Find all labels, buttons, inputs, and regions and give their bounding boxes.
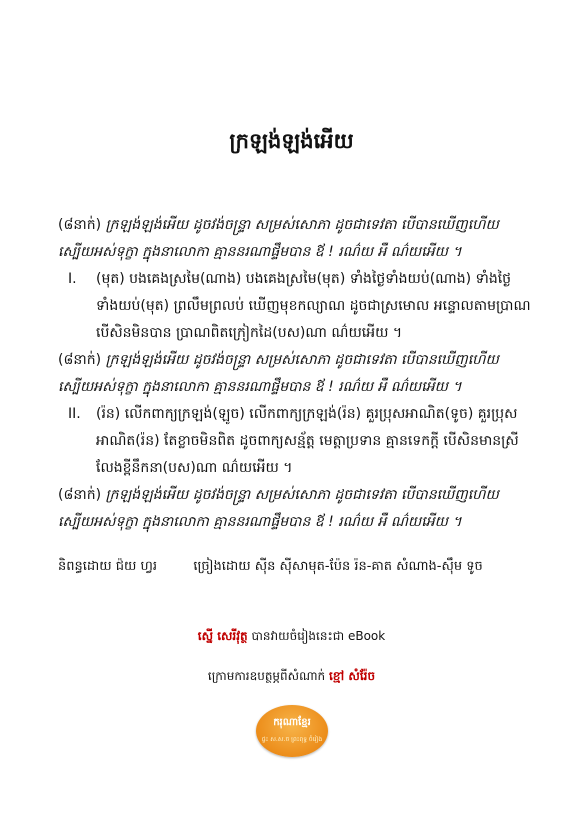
typist-name: ស្នើ សេរីវុត្ថ [197, 629, 248, 643]
chorus-text: ក្រឡង់ឡង់អើយ ដូចវង់ចន្ទ្រា សម្រស់សោភា ដូចជាទេវតា បើបានឃើញហើយ ស្បើយអស់ទុក្ខា ក្នុងនាលោកា គ្មាននរណាផ្ទឹមបាន ឪ ! រណ៌យ អឺ ណ៌យអើយ ។ [58, 487, 499, 530]
author-name: ជ៉យ ហ្វរ [115, 559, 158, 574]
verse-number: I. [68, 271, 77, 287]
song-title: ក្រឡង់ឡង់អើយ [229, 129, 354, 153]
singers-label: ច្រៀងដោយ [193, 559, 251, 574]
song-credits [58, 558, 538, 577]
verse-number: II. [68, 406, 81, 422]
chorus-lead: (៨នាក់) [58, 217, 102, 233]
logo-title: ករុណាខ្មែរ [273, 717, 311, 728]
chorus-lead: (៨នាក់) [58, 352, 102, 368]
sponsor-text: ក្រោមការឧបត្ថម្ភពីសំណាក់ [207, 669, 326, 683]
singers-names: ស៊ីន ស៊ីសាមុត-ប៉ែន រ៉ន-គាត សំណាង-ស៊ឹម ទូច [254, 559, 483, 574]
ebook-format: eBook [347, 629, 386, 643]
verse-text: (មុត) បងគេងស្រមៃ(ណាង) បងគេងស្រមៃ(មុត) ទាំងថ្ងៃទាំងយប់(ណាង) ទាំងថ្ងៃទាំងយប់(មុត) ព្រលឹមព្រលប់ ឃើញមុខកល្យាណ ដូចជាស្រមោល អន្ទោលតាមប្រាណ បើសិនមិនបាន ប្រាណពិតក្រៀកដៃ(បស)ណា ណ៌យអើយ ។ [96, 271, 531, 341]
chorus-block-1 [58, 212, 538, 266]
sponsor-note [0, 668, 583, 686]
logo-subtitle: ផ្ទះ ស.ស.ច ព្រះពុទ្ធ ចំរៀង [261, 736, 323, 743]
karuna-khmer-logo [256, 705, 328, 757]
author-label: និពន្ធដោយ [58, 559, 112, 574]
chorus-lead: (៨នាក់) [58, 487, 102, 503]
verse-text: (រ៉ន) លើកពាក្យក្រឡង់(ឡូច) លើកពាក្យក្រឡង់(រ៉ន) គួរប្រុសអាណិត(ទូច) គួរប្រុសអាណិត(រ៉ន) តែខ្លាចមិនពិត ដូចពាក្យសន្ម័ត្ត មេត្តាប្រទាន គ្មានទេកក្តី បើសិនមានស្រីលែងខ្ពីនឹកនា(បស)ណា ណ៌យអើយ ។ [96, 406, 519, 476]
chorus-text: ក្រឡង់ឡង់អើយ ដូចវង់ចន្ទ្រា សម្រស់សោភា ដូចជាទេវតា បើបានឃើញហើយ ស្បើយអស់ទុក្ខា ក្នុងនាលោកា គ្មាននរណាផ្ទឹមបាន ឪ ! រណ៌យ អឺ ណ៌យអើយ ។ [58, 352, 499, 395]
chorus-text: ក្រឡង់ឡង់អើយ ដូចវង់ចន្ទ្រា សម្រស់សោភា ដូចជាទេវតា បើបានឃើញហើយ ស្បើយអស់ទុក្ខា ក្នុងនាលោកា គ្មាននរណាផ្ទឹមបាន ឪ ! រណ៌យ អឺ ណ៌យអើយ ។ [58, 217, 499, 260]
chorus-block-3 [58, 482, 538, 536]
verse-2 [58, 401, 538, 482]
chorus-block-2 [58, 347, 538, 401]
sponsor-name: ខ្មៅ សំរ៉ែច [329, 669, 376, 683]
ebook-note [0, 628, 583, 646]
ebook-text: បានវាយចំរៀងនេះជា [251, 629, 345, 643]
verse-1 [58, 266, 538, 347]
